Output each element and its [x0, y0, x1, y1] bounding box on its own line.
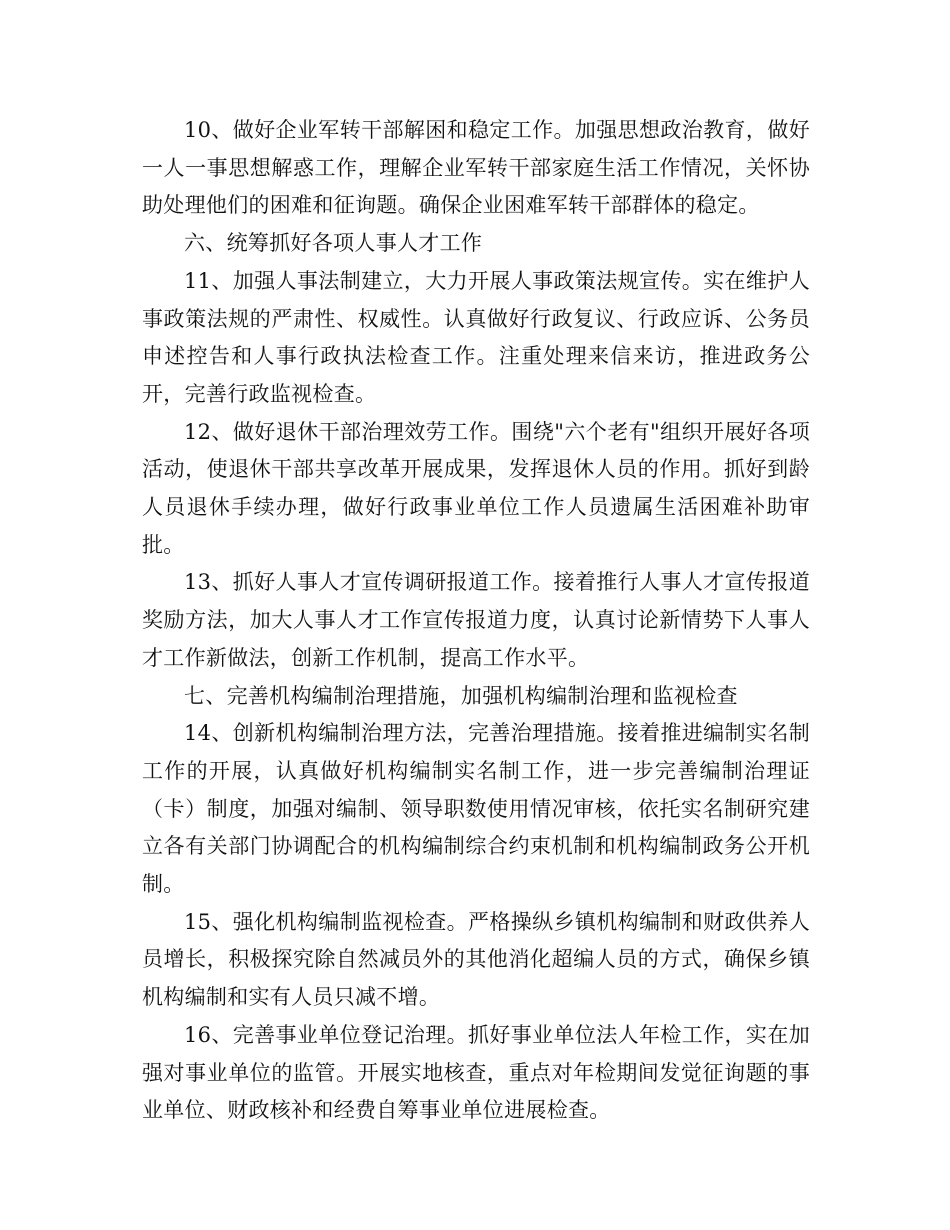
section-heading-6: 六、统筹抓好各项人事人才工作	[184, 231, 483, 256]
paragraph-item-10: 10、做好企业军转干部解困和稳定工作。加强思想政治教育，做好一人一事思想解惑工作，理解企业军转干部家庭生活工作情况，关怀协助处理他们的困难和征询题。确保企业困难军转干部群体的稳定。	[142, 118, 810, 218]
paragraph-item-14: 14、创新机构编制治理方法，完善治理措施。接着推进编制实名制工作的开展，认真做好机构编制实名制工作，进一步完善编制治理证（卡）制度，加强对编制、领导职数使用情况审核，依托实名制研究建立各有关部门协调配合的机构编制综合约束机制和机构编制政务公开机制。	[142, 721, 810, 897]
document-body	[142, 112, 810, 1130]
section-heading-7: 七、完善机构编制治理措施，加强机构编制治理和监视检查	[184, 683, 738, 708]
paragraph-item-12: 12、做好退休干部治理效劳工作。围绕"六个老有"组织开展好各项活动，使退休干部共享改革开展成果，发挥退休人员的作用。抓好到龄人员退休手续办理，做好行政事业单位工作人员遗属生活困难补助审批。	[142, 419, 810, 557]
paragraph-item-15: 15、强化机构编制监视检查。严格操纵乡镇机构编制和财政供养人员增长，积极探究除自然减员外的其他消化超编人员的方式，确保乡镇机构编制和实有人员只减不增。	[142, 909, 810, 1010]
paragraph-item-16: 16、完善事业单位登记治理。抓好事业单位法人年检工作，实在加强对事业单位的监管。开展实地核查，重点对年检期间发觉征询题的事业单位、财政核补和经费自筹事业单位进展检查。	[142, 1022, 810, 1123]
paragraph-item-13: 13、抓好人事人才宣传调研报道工作。接着推行人事人才宣传报道奖励方法，加大人事人才工作宣传报道力度，认真讨论新情势下人事人才工作新做法，创新工作机制，提高工作水平。	[142, 570, 810, 670]
paragraph-item-11: 11、加强人事法制建立，大力开展人事政策法规宣传。实在维护人事政策法规的严肃性、权威性。认真做好行政复议、行政应诉、公务员申述控告和人事行政执法检查工作。注重处理来信来访，推进政务公开，完善行政监视检查。	[142, 268, 810, 406]
